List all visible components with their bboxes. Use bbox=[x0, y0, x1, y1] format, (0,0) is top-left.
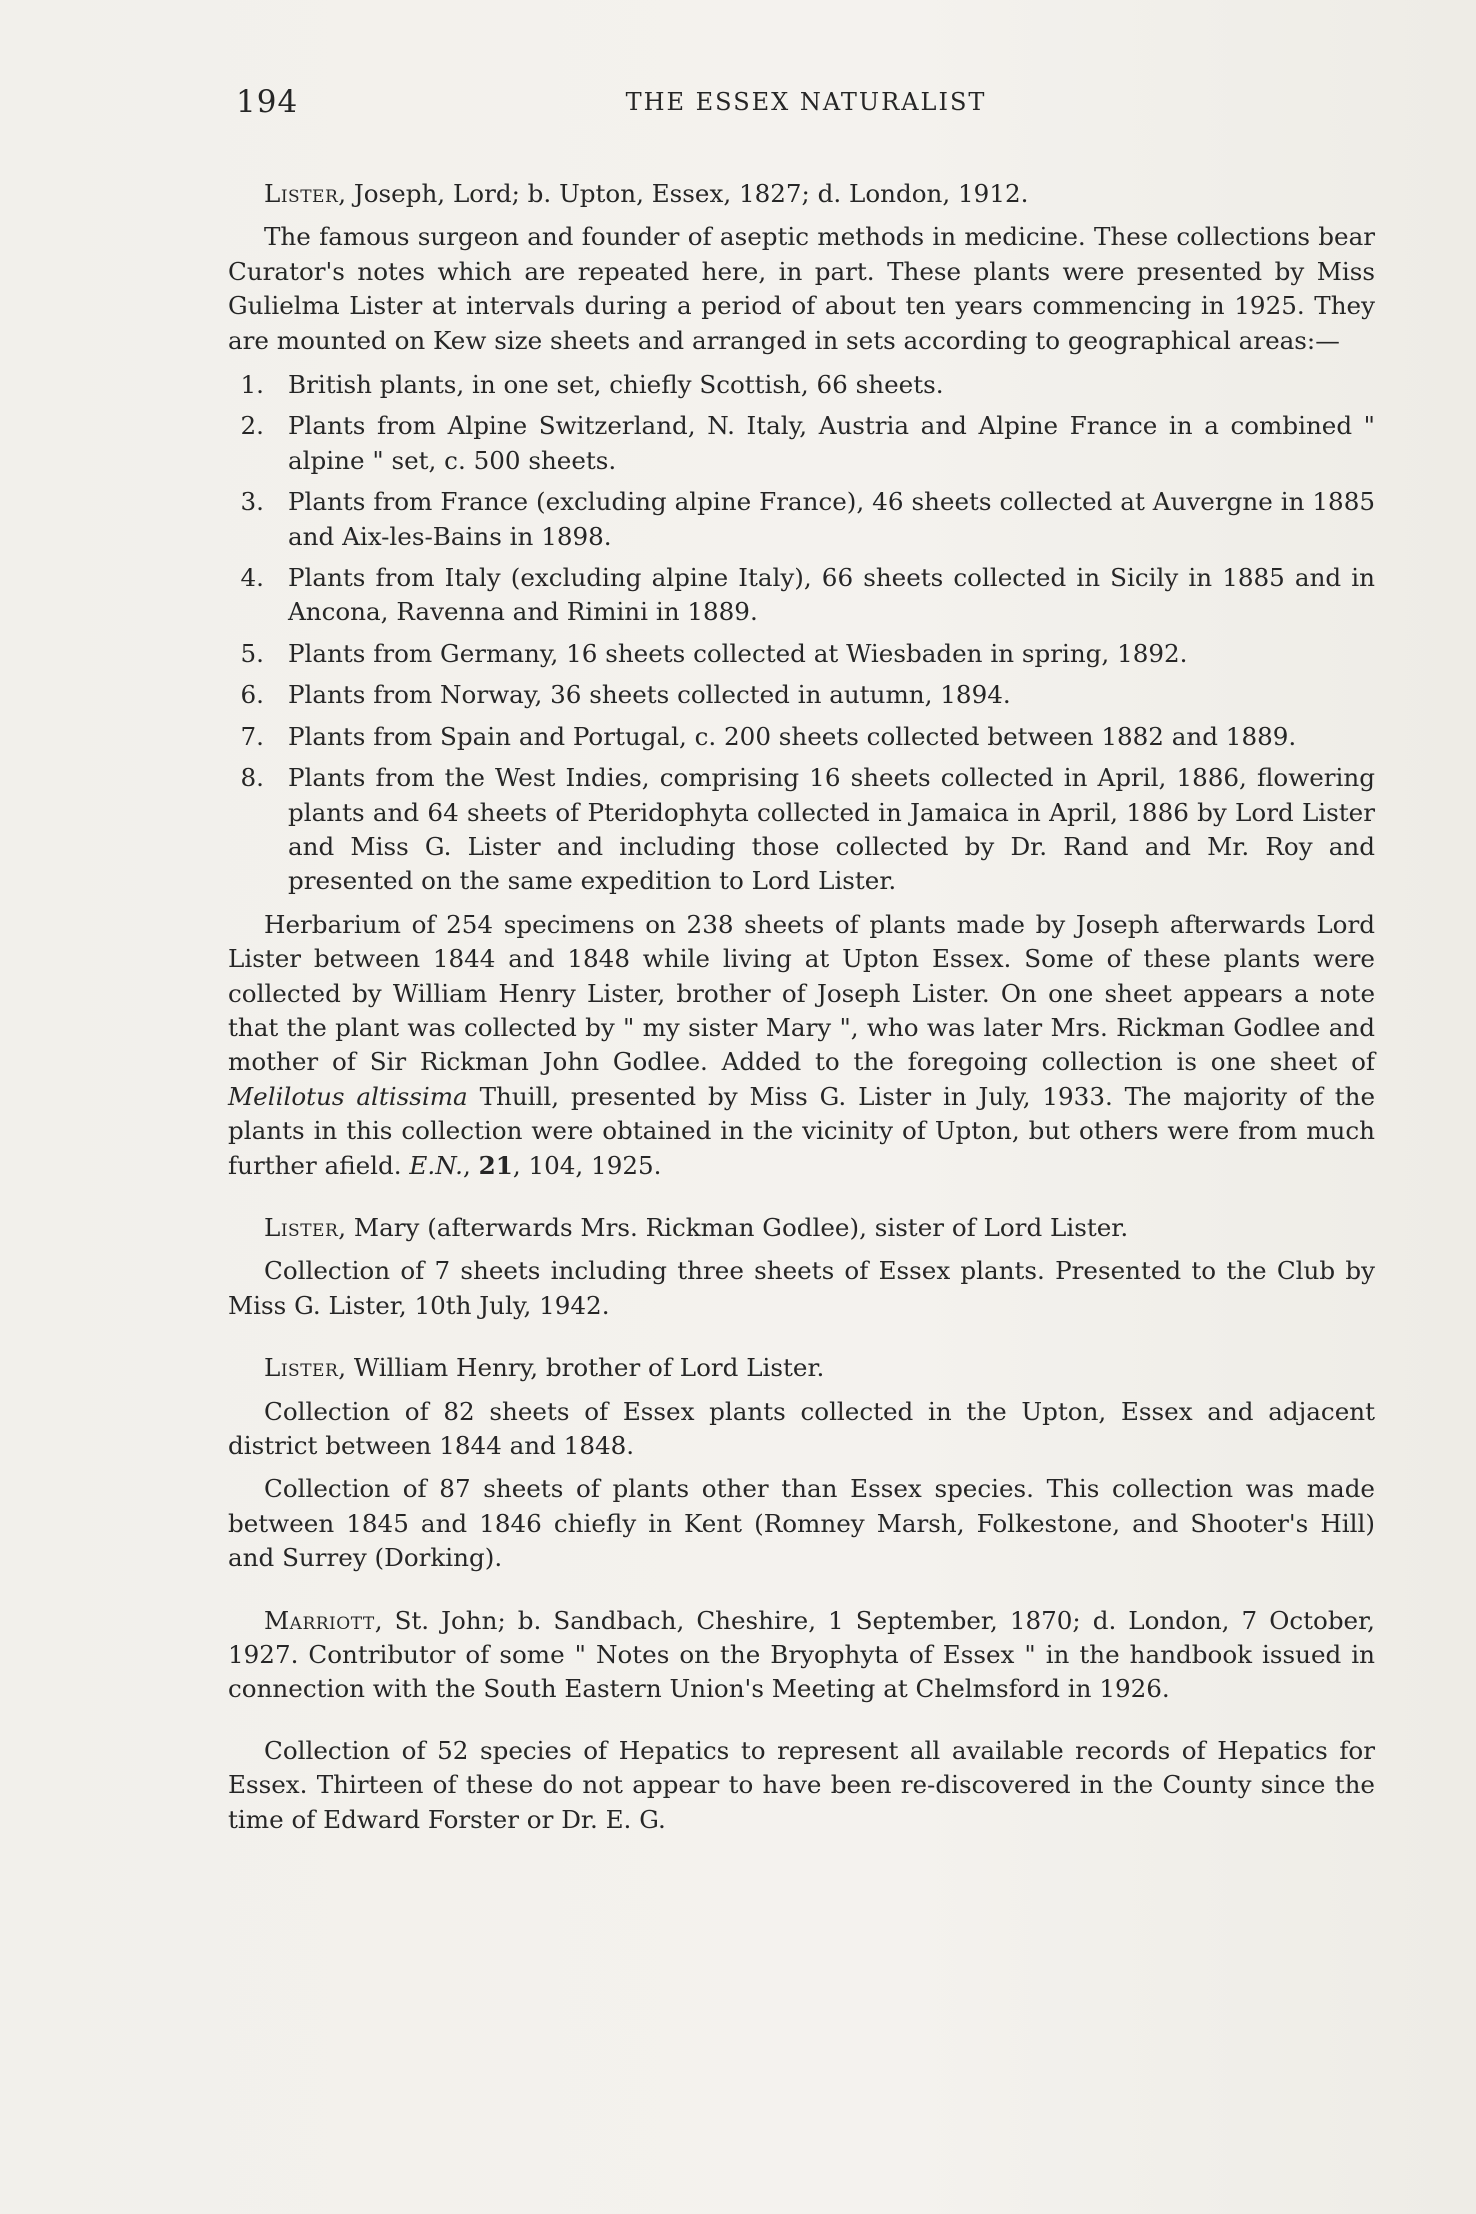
list-item bbox=[228, 720, 1375, 754]
list-item-text: Plants from Italy (excluding alpine Italy), 66 sheets collected in Sicily in 1885 and in Ancona, Ravenna and Rimini in 1889. bbox=[288, 563, 1375, 627]
entry-marriott bbox=[228, 1604, 1375, 1837]
list-item-number: 3. bbox=[240, 487, 264, 517]
list-item bbox=[228, 368, 1375, 402]
entry-heading bbox=[228, 1604, 1375, 1707]
list-item-text: Plants from France (excluding alpine France), 46 sheets collected at Auvergne in 1885 and Aix-les-Bains in 1898. bbox=[288, 487, 1375, 551]
list-item bbox=[228, 561, 1375, 630]
entry-heading-text: , St. John; b. Sandbach, Cheshire, 1 September, 1870; d. London, 7 October, 1927. Contributor of some " Notes on the Bryophyta of Essex " in the handbook issued in connection with the South Eastern Union's Meeting at Chelmsford in 1926. bbox=[228, 1605, 1375, 1704]
list-item-number: 5. bbox=[240, 638, 264, 668]
entry-spacer bbox=[228, 1576, 1375, 1604]
entry-spacer bbox=[228, 1183, 1375, 1211]
list-item bbox=[228, 678, 1375, 712]
list-item-text: Plants from Spain and Portugal, c. 200 sheets collected between 1882 and 1889. bbox=[288, 721, 1297, 751]
list-item-text: Plants from the West Indies, comprising 16 sheets collected in April, 1886, flowering plants and 64 sheets of Pteridophyta collected in Jamaica in April, 1886 by Lord Lister and Miss G. Lister and including those collected by Dr. Rand and Mr. Roy and presented on the same expedition to Lord Lister. bbox=[288, 763, 1375, 896]
entry-paragraph: Collection of 87 sheets of plants other than Essex species. This collection was made between 1845 and 1846 chiefly in Kent (Romney Marsh, Folkestone, and Shooter's Hill) and Surrey (Dorking). bbox=[228, 1474, 1375, 1573]
species-name: Melilotus altissima bbox=[228, 1081, 468, 1111]
list-item-number: 2. bbox=[240, 411, 264, 441]
page-number: 194 bbox=[236, 84, 299, 120]
entry-heading bbox=[228, 1211, 1375, 1245]
page-header bbox=[236, 84, 1376, 124]
list-item bbox=[228, 409, 1375, 478]
list-item bbox=[228, 761, 1375, 899]
entry-lister-william bbox=[228, 1351, 1375, 1575]
collection-list bbox=[228, 368, 1375, 899]
list-item-text: British plants, in one set, chiefly Scottish, 66 sheets. bbox=[288, 370, 944, 400]
entry-heading-text: , William Henry, brother of Lord Lister. bbox=[338, 1353, 825, 1383]
entry-heading bbox=[228, 1351, 1375, 1385]
list-item bbox=[228, 485, 1375, 554]
entry-paragraph: Collection of 52 species of Hepatics to represent all available records of Hepatics for Essex. Thirteen of these do not appear to have been re-discovered in the County since the time of Edward Forster or Dr. E. G. bbox=[228, 1735, 1375, 1834]
entry-lister-mary bbox=[228, 1211, 1375, 1323]
list-item bbox=[228, 637, 1375, 671]
reference-separator: , bbox=[462, 1150, 479, 1180]
entry-name: Lister bbox=[264, 179, 339, 208]
entry-paragraph: The famous surgeon and founder of aseptic methods in medicine. These collections bear Curator's notes which are repeated here, in part. These plants were presented by Miss Gulielma Lister at intervals during a period of about ten years commencing in 1925. They are mounted on Kew size sheets and arranged in sets according to geographical areas:— bbox=[228, 222, 1375, 355]
journal-volume: 21 bbox=[478, 1150, 513, 1180]
entry-paragraph: Collection of 82 sheets of Essex plants collected in the Upton, Essex and adjacent district between 1844 and 1848. bbox=[228, 1396, 1375, 1460]
herbarium-text-continued: Thuill, presented by Miss G. Lister in July, 1933. The majority of the plants in this collection were obtained in the vicinity of Upton, but others were from much further afield. bbox=[228, 1081, 1376, 1180]
entry-name: Marriott bbox=[264, 1605, 375, 1635]
list-item-number: 8. bbox=[240, 763, 264, 793]
entry-heading-text: , Mary (afterwards Mrs. Rickman Godlee), sister of Lord Lister. bbox=[338, 1212, 1129, 1242]
list-item-number: 6. bbox=[240, 680, 264, 710]
list-item-number: 7. bbox=[240, 721, 264, 751]
entry-name: Lister bbox=[264, 1212, 339, 1242]
entry-heading bbox=[228, 177, 1375, 211]
list-item-number: 4. bbox=[240, 563, 264, 593]
running-title: THE ESSEX NATURALIST bbox=[625, 88, 987, 116]
reference-rest: , 104, 1925. bbox=[512, 1150, 662, 1180]
list-item-number: 1. bbox=[240, 370, 264, 400]
entry-spacer bbox=[228, 1707, 1375, 1725]
entry-heading-text: , Joseph, Lord; b. Upton, Essex, 1827; d. London, 1912. bbox=[338, 179, 1029, 208]
entry-spacer bbox=[228, 1323, 1375, 1351]
herbarium-paragraph bbox=[228, 908, 1375, 1183]
entry-lister-joseph bbox=[228, 177, 1375, 1183]
list-item-text: Plants from Germany, 16 sheets collected at Wiesbaden in spring, 1892. bbox=[288, 638, 1188, 668]
page-body bbox=[228, 177, 1375, 1837]
entry-paragraph: Collection of 7 sheets including three sheets of Essex plants. Presented to the Club by Miss G. Lister, 10th July, 1942. bbox=[228, 1256, 1375, 1320]
list-item-text: Plants from Alpine Switzerland, N. Italy, Austria and Alpine France in a combined " alpine " set, c. 500 sheets. bbox=[288, 411, 1375, 475]
herbarium-text: Herbarium of 254 specimens on 238 sheets of plants made by Joseph afterwards Lord Lister between 1844 and 1848 while living at Upton Essex. Some of these plants were collected by William Henry Lister, brother of Joseph Lister. On one sheet appears a note that the plant was collected by " my sister Mary ", who was later Mrs. Rickman Godlee and mother of Sir Rickman John Godlee. Added to the foregoing collection is one sheet of bbox=[228, 909, 1375, 1077]
journal-abbreviation: E.N. bbox=[409, 1150, 463, 1180]
entry-name: Lister bbox=[264, 1353, 339, 1383]
list-item-text: Plants from Norway, 36 sheets collected in autumn, 1894. bbox=[288, 680, 1011, 710]
